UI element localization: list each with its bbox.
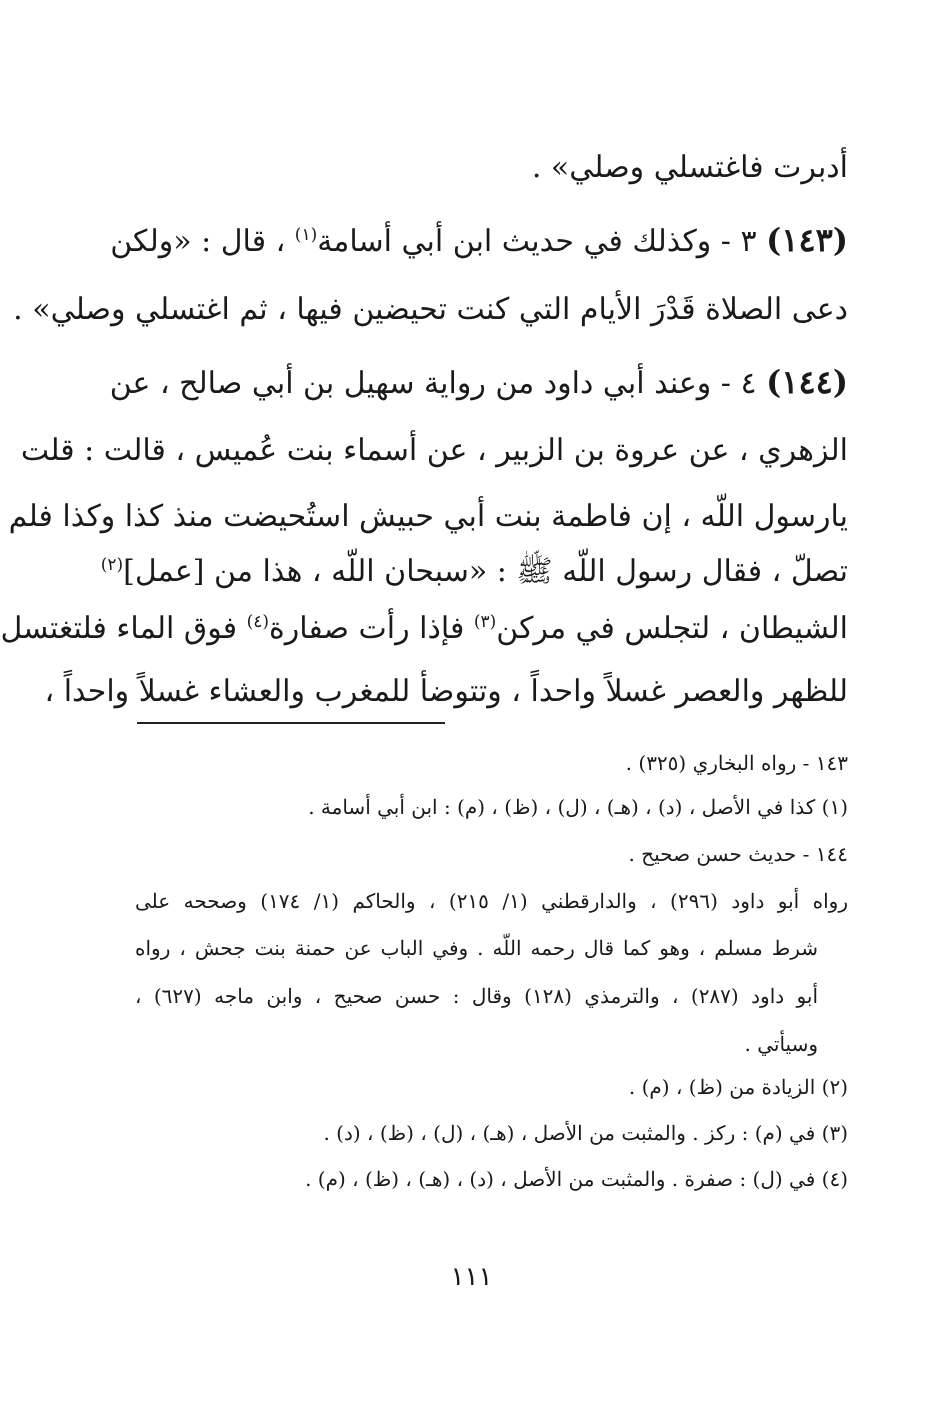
footnote-separator [137,722,445,724]
footnote-144-line-4: وسيأتي . [744,1032,818,1056]
page-number: ١١١ [450,1262,493,1292]
footnote-144-line-2: شرط مسلم ، وهو كما قال رحمه اللّه . وفي الباب عن حمنة بنت جحش ، رواه [135,936,818,960]
hadith-144-line-4: تصلّ ، فقال رسول اللّه ﷺ : «سبحان اللّه ، هذا من [عمل]$^{(٢)}$ [100,554,848,589]
hadith-144-line-6: للظهر والعصر غسلاً واحداً ، وتتوضأ للمغرب والعشاء غسلاً واحداً ، [44,674,848,709]
footnote-3: (٣) في (م) : ركز . والمثبت من الأصل ، (هـ) ، (ل) ، (ظ) ، (د) . [323,1121,848,1145]
footnote-144: ١٤٤ - حديث حسن صحيح . [628,842,848,866]
hadith-143-line-1: (١٤٣) ٣ - وكذلك في حديث ابن أبي أسامة$^{(١)}$ ، قال : «ولكن [110,221,848,259]
footnote-ref-1: (١) [294,225,318,245]
footnote-4: (٤) في (ل) : صفرة . والمثبت من الأصل ، (د) ، (هـ) ، (ظ) ، (م) . [305,1167,848,1191]
footnote-ref-4: (٤) [246,612,269,632]
hadith-144-line-3: يارسول اللّه ، إن فاطمة بنت أبي حبيش استُحيضت منذ كذا وكذا فلم [8,499,848,534]
hadith-144-line-2: الزهري ، عن عروة بن الزبير ، عن أسماء بنت عُميس ، قالت : قلت [20,433,848,468]
footnote-2: (٢) الزيادة من (ظ) ، (م) . [628,1075,848,1099]
text-line-1 [135,148,848,188]
hadith-143-line-2: دعى الصلاة قَدْرَ الأيام التي كنت تحيضين فيها ، ثم اغتسلي وصلي» . [13,292,848,327]
hadith-144-line-1: (١٤٤) ٤ - وعند أبي داود من رواية سهيل بن أبي صالح ، عن [109,363,848,401]
footnote-ref-3: (٣) [473,612,497,632]
footnote-143: ١٤٣ - رواه البخاري (٣٢٥) . [625,751,848,775]
hadith-number-143: (١٤٣) [766,221,848,259]
continuation-text: أدبرت فاغتسلي وصلي» . [531,150,848,185]
hadith-144-line-5: الشيطان ، لتجلس في مركن$^{(٣)}$ فإذا رأت صفارة$^{(٤)}$ فوق الماء فلتغتسل [0,611,848,646]
footnote-1: (١) كذا في الأصل ، (د) ، (هـ) ، (ل) ، (ظ) ، (م) : ابن أبي أسامة . [308,795,848,819]
footnote-144-line-3: أبو داود (٢٨٧) ، والترمذي (١٢٨) وقال : حسن صحيح ، وابن ماجه (٦٢٧) ، [135,984,819,1008]
footnote-ref-2: (٢) [100,555,124,575]
footnote-144-line-1: رواه أبو داود (٢٩٦) ، والدارقطني (١/ ٢١٥) ، والحاكم (١/ ١٧٤) وصححه على [135,889,848,913]
hadith-number-144: (١٤٤) [766,363,848,401]
